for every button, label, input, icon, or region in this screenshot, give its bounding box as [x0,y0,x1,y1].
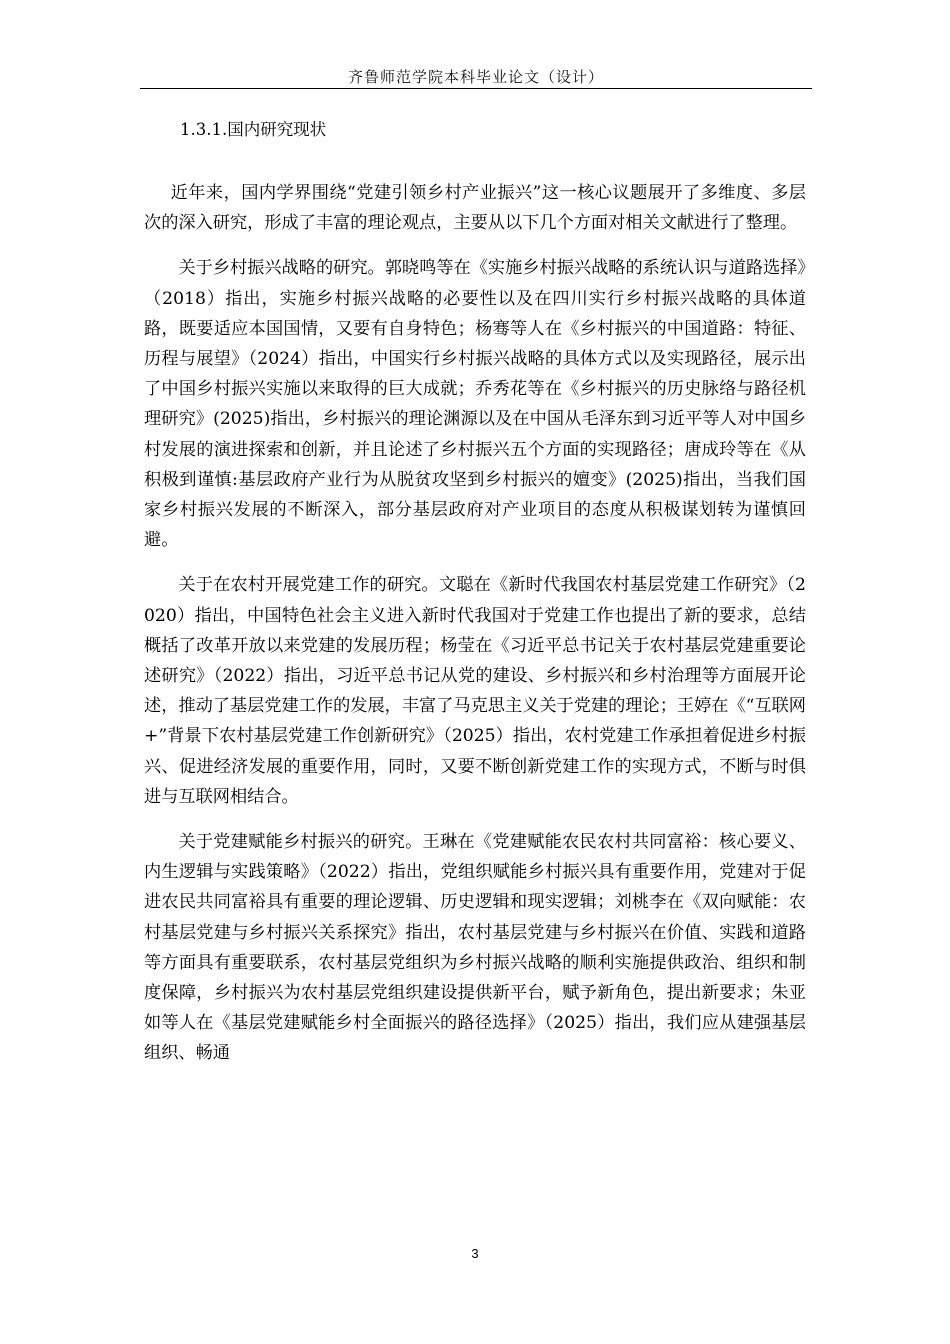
section-heading: 1.3.1.国内研究现状 [180,120,327,139]
paragraph-rural-revitalization-strategy: 关于乡村振兴战略的研究。郭晓鸣等在《实施乡村振兴战略的系统认识与道路选择》（2018）指出，实施乡村振兴战略的必要性以及在四川实行乡村振兴战略的具体道路，既要适应本国国情，又要有自身特色；杨骞等人在《乡村振兴的中国道路：特征、历程与展望》（2024）指出，中国实行乡村振兴战略的具体方式以及实现路径，展示出了中国乡村振兴实施以来取得的巨大成就；乔秀花等在《乡村振兴的历史脉络与路径机理研究》(2025)指出，乡村振兴的理论渊源以及在中国从毛泽东到习近平等人对中国乡村发展的演进探索和创新，并且论述了乡村振兴五个方面的实现路径；唐成玲等在《从积极到谨慎:基层政府产业行为从脱贫攻坚到乡村振兴的嬗变》(2025)指出，当我们国家乡村振兴发展的不断深入，部分基层政府对产业项目的态度从积极谋划转为谨慎回避。 [144,258,806,551]
body-text [144,178,806,1084]
running-header: 齐鲁师范学院本科毕业论文（设计） [347,68,604,86]
page-number: 3 [471,1246,479,1261]
paragraph-rural-party-building: 关于在农村开展党建工作的研究。文聪在《新时代我国农村基层党建工作研究》（2020）指出，中国特色社会主义进入新时代我国对于党建工作也提出了新的要求，总结概括了改革开放以来党建的发展历程；杨莹在《习近平总书记关于农村基层党建重要论述研究》（2022）指出，习近平总书记从党的建设、乡村振兴和乡村治理等方面展开论述，推动了基层党建工作的发展，丰富了马克思主义关于党建的理论；王婷在《“互联网+”背景下农村基层党建工作创新研究》（2025）指出，农村党建工作承担着促进乡村振兴、促进经济发展的重要作用，同时，又要不断创新党建工作的实现方式，不断与时俱进与互联网相结合。 [144,575,806,807]
paragraph-party-building-empowerment: 关于党建赋能乡村振兴的研究。王琳在《党建赋能农民农村共同富裕：核心要义、内生逻辑与实践策略》（2022）指出，党组织赋能乡村振兴具有重要作用，党建对于促进农民共同富裕具有重要的理论逻辑、历史逻辑和现实逻辑；刘桃李在《双向赋能：农村基层党建与乡村振兴关系探究》指出，农村基层党建与乡村振兴在价值、实践和道路等方面具有重要联系，农村基层党组织为乡村振兴战略的顺利实施提供政治、组织和制度保障，乡村振兴为农村基层党组织建设提供新平台，赋予新角色，提出新要求；朱亚如等人在《基层党建赋能乡村全面振兴的路径选择》（2025）指出，我们应从建强基层组织、畅通 [144,832,806,1064]
header-rule [140,88,812,89]
paragraph-intro: 近年来，国内学界围绕“党建引领乡村产业振兴”这一核心议题展开了多维度、多层次的深入研究，形成了丰富的理论观点，主要从以下几个方面对相关文献进行了整理。 [144,183,806,234]
